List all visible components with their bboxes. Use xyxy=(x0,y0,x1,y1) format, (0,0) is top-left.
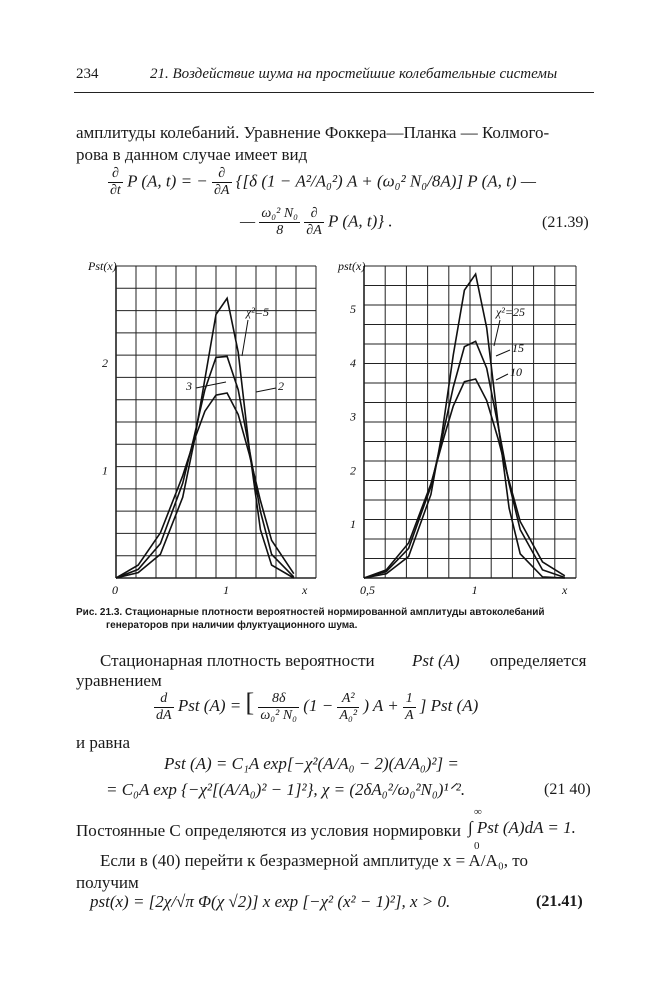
x-tick-label: 0 xyxy=(112,583,118,597)
equation-21-40-line2: = C₀A exp {−χ²[(A/A₀)² − 1]²}, χ = (2δA₀²/ω₀²N₀)¹ᐟ². xyxy=(106,780,466,799)
y-tick-label: 1 xyxy=(102,463,108,478)
leader-line xyxy=(496,350,510,356)
running-title: 21. Воздействие шума на простейшие колебательные системы xyxy=(150,66,558,82)
y-tick-label: 3 xyxy=(350,409,356,424)
series-line-1 xyxy=(364,341,565,578)
page-number: 234 xyxy=(76,66,99,82)
leader-line xyxy=(494,320,500,346)
equation-21-40-line1: Pst (A) = C₁A exp[−χ²(A/A₀ − 2)(A/A₀)²] = xyxy=(164,754,459,773)
y-tick-label: 1 xyxy=(350,517,356,532)
y-tick-label: 2 xyxy=(350,463,356,478)
chart-right xyxy=(336,256,586,601)
y-axis-label: pst(x) xyxy=(338,259,366,273)
intro-line-2: рова в данном случае имеет вид xyxy=(76,145,308,164)
equation-21-39-line2: — $\frac{\text{ω₀² N₀}}{8}$ $\frac{\partial}{\partial A}$ P (A, t)} . xyxy=(240,206,393,238)
x-tick-label: 1 xyxy=(471,583,478,597)
series-label: 2 xyxy=(278,379,284,393)
series-label: χ²=5 xyxy=(246,305,269,319)
series-label: 3 xyxy=(186,379,192,393)
x-tick-label: 1 xyxy=(223,583,230,597)
frac-d-dA: $\frac{\partial}{\partial A}$ xyxy=(214,166,230,198)
y-tick-label: 2 xyxy=(102,355,108,370)
x-tick-label: 0,5 xyxy=(360,583,375,597)
x-axis-label: x xyxy=(302,583,308,597)
stationary-text-line-2: уравнением xyxy=(76,671,162,690)
figure-caption-line-2: генераторов при наличии флуктуационного шума. xyxy=(106,620,358,631)
equation-21-41: pst(x) = [2χ/√π Φ(χ √2)] x exp [−χ² (x² − 1)²], x > 0. xyxy=(90,892,451,911)
y-axis-label: Pst(x) xyxy=(88,259,117,273)
frac-d-dt: $\frac{\partial}{\partial t}$ xyxy=(110,166,121,198)
substitution-line-2: получим xyxy=(76,873,139,892)
leader-line xyxy=(496,374,508,380)
integral-expression: ∫ Pst (A)dA = 1. xyxy=(468,818,576,837)
equation-21-39-line1: $\frac{\partial}{\partial t}$ P (A, t) = − $\frac{\partial}{\partial A}$ {[δ (1 − A²/A₀²) A + (ω₀² N₀/8A)] P (A, t) — xyxy=(110,166,536,198)
figure-caption-line-1: Рис. 21.3. Стационарные плотности вероятностей нормированной амплитуды автоколебаний xyxy=(76,607,545,618)
constants-text: Постоянные C определяются из условия нормировки xyxy=(76,821,461,840)
x-axis-label: x xyxy=(562,583,568,597)
equation-ode: $\frac{d}{dA}$ Pst (A) = [ $\frac{8\delta}{\text{ω₀² N₀}}$ (1 − $\frac{\text{A²}}{\text{A₀²}}$ ) A + $\frac{1}{A}$ ] Pst (A) xyxy=(156,688,479,723)
y-tick-label: 5 xyxy=(350,302,356,317)
series-label: 10 xyxy=(510,365,522,379)
stationary-text-part-1: Стационарная плотность вероятности xyxy=(100,651,375,670)
integral-upper-limit: ∞ xyxy=(474,806,482,818)
and-equal-text: и равна xyxy=(76,733,131,752)
stationary-text-part-2: определяется xyxy=(490,651,587,670)
intro-line-1: амплитуды колебаний. Уравнение Фоккера—Планка — Колмого- xyxy=(76,123,550,142)
y-tick-label: 4 xyxy=(350,355,356,370)
series-line-0 xyxy=(364,274,565,578)
header-rule xyxy=(74,92,594,93)
leader-line xyxy=(242,320,248,356)
series-line-2 xyxy=(364,379,565,578)
substitution-line-1: Если в (40) перейти к безразмерной амплитуде x = A/A₀, то xyxy=(100,851,528,870)
equation-number-21-40: (21 40) xyxy=(544,781,591,798)
leader-line xyxy=(196,382,226,388)
stationary-text-pst: Pst (A) xyxy=(412,651,460,670)
chart-left xyxy=(86,256,326,601)
series-label: 15 xyxy=(512,341,524,355)
equation-number-21-39: (21.39) xyxy=(542,214,589,231)
series-label: χ²=25 xyxy=(496,305,525,319)
leader-line xyxy=(256,388,276,392)
equation-number-21-41: (21.41) xyxy=(536,893,583,910)
integral-lower-limit: 0 xyxy=(474,840,480,852)
